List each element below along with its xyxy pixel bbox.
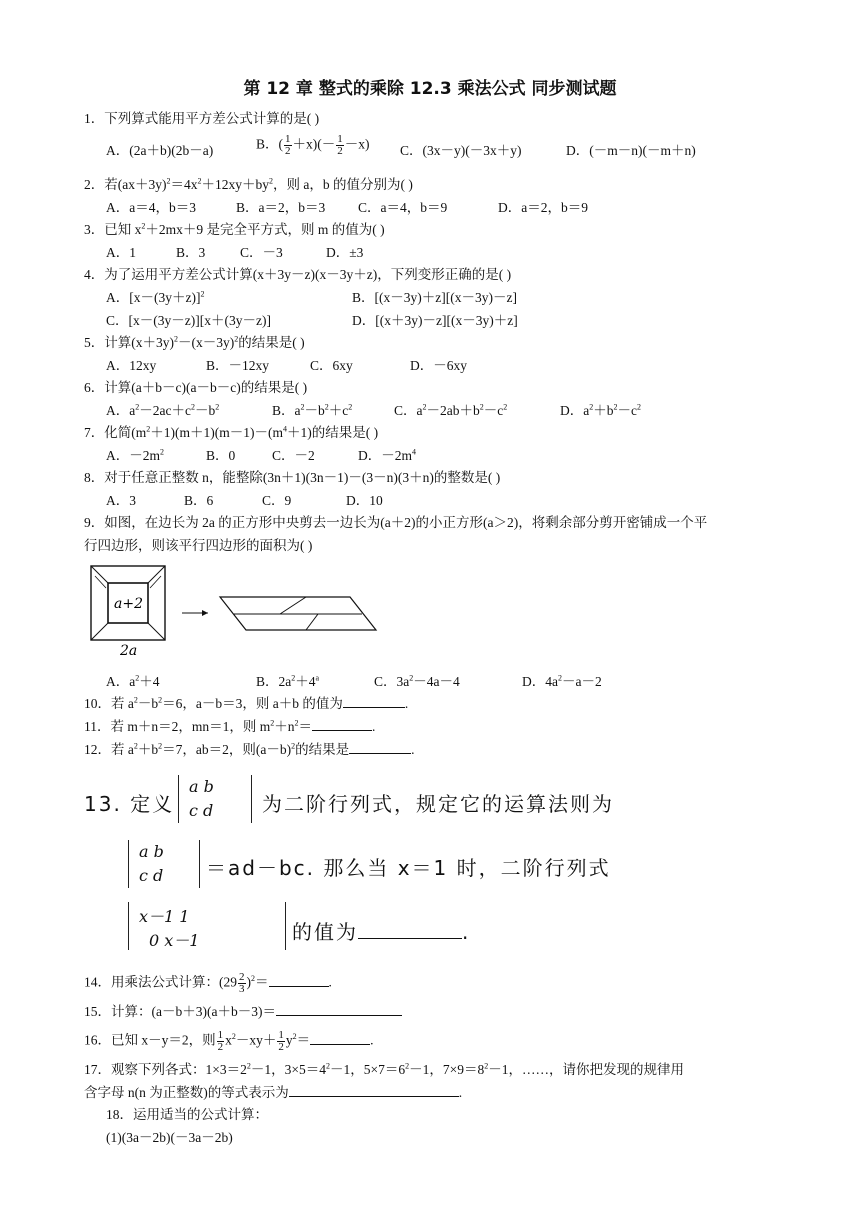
question-3-stem: 3．已知 $x^2+2mx+9$ 是完全平方式，则 m 的值为( ) [84, 221, 385, 237]
question-8-stem: 8．对于任意正整数 n，能整除(3n＋1)(3n－1)－(3－n)(3＋n)的整数是( ) [84, 470, 501, 485]
question-2-stem: 2．若$(ax+3y)^2=4x^2+12xy+by^2$，则 a，b 的值分别为( ) [84, 176, 413, 192]
answer-blank[interactable] [349, 741, 411, 754]
q1-option-c: C．(3x－y)(－3x＋y) [400, 143, 522, 158]
answer-blank[interactable] [276, 1003, 402, 1016]
question-10: 10．若 $a^2-b^2=6$，a－b＝3，则 a＋b 的值为 . [84, 695, 409, 711]
question-16: 16．已知 x－y＝2，则 $\frac{1}{2}$ $x^2-xy+$ $\frac{1}{2}$ $y^2=$ . [84, 1029, 374, 1053]
q7-option-a: A．$-2m^2$ [106, 447, 164, 463]
q13-matrix-x: x－1 1 0 x－1 [128, 902, 286, 950]
question-15: 15．计算：(a－b＋3)(a＋b－3)＝ [84, 1003, 402, 1021]
question-17-line2: 含字母 n(n 为正整数)的等式表示为 . [84, 1085, 463, 1100]
q9-option-b: B．$2a^2+4^a$ [256, 673, 320, 689]
q4-option-a: A．$[x-(3y+z)]^2$ [106, 289, 205, 305]
q1-option-b: B．( $\frac{1}{2}$ ＋x)(－ $\frac{1}{2}$ －x) [256, 133, 370, 157]
q13-matrix-abcd-2: a b c d [128, 840, 200, 888]
q9-option-c: C．$3a^2-4a-4$ [374, 673, 460, 689]
page-title: 第 12 章 整式的乘除 12.3 乘法公式 同步测试题 [243, 79, 617, 99]
q9-option-a: A．$a^2+4$ [106, 673, 160, 689]
answer-blank[interactable] [289, 1084, 459, 1097]
q5-option-b: B．－12xy [206, 358, 270, 373]
q6-option-b: B．$a^2-b^2+c^2$ [272, 402, 353, 418]
q2-option-d: D．a＝2，b＝9 [498, 200, 588, 215]
question-11: 11．若 m＋n＝2，mn＝1，则 $m^2+n^2=$ . [84, 718, 376, 734]
q7-option-b: B．0 [206, 448, 236, 463]
q2-option-a: A．a＝4，b＝3 [106, 200, 196, 215]
q13-matrix-abcd: a b c d [178, 775, 252, 823]
q5-option-c: C．6xy [310, 358, 353, 373]
q3-option-c: C．－3 [240, 245, 283, 260]
question-17-line1: 17．观察下列各式：$1\times 3=2^2-1$，$3\times 5=4^2-1$，$5\times 7=6^2-1$，$7\times 9=8^2-1$，……，请你把发现的规律用 [84, 1061, 684, 1077]
q7-option-d: D．$-2m^4$ [358, 447, 416, 463]
q4-option-c: C．[x－(3y－z)][x＋(3y－z)] [106, 313, 271, 328]
q1-option-d: D．(－m－n)(－m＋n) [566, 143, 696, 158]
q6-option-d: D．$a^2+b^2-c^2$ [560, 402, 641, 418]
q6-option-a: A．$a^2-2ac+c^2-b^2$ [106, 402, 220, 418]
answer-blank[interactable] [358, 920, 462, 939]
question-18-part1: (1)(3a－2b)(－3a－2b) [106, 1130, 233, 1145]
answer-blank[interactable] [269, 974, 329, 987]
q13-line3-text: 的值为 . [292, 920, 471, 944]
q8-option-b: B．6 [184, 493, 214, 508]
answer-blank[interactable] [310, 1032, 370, 1045]
q13-line1-label: 13. 定义 [84, 792, 175, 816]
q1-option-a: A．(2a＋b)(2b－a) [106, 143, 214, 158]
question-9-stem-line1: 9．如图，在边长为 2a 的正方形中央剪去一边长为(a＋2)的小正方形(a＞2)，将剩余部分剪开密铺成一个平 [84, 515, 708, 530]
q9-inner-label: a+2 [114, 596, 143, 612]
question-1-stem: 1．下列算式能用平方差公式计算的是( ) [84, 111, 320, 126]
q5-option-a: A．12xy [106, 358, 157, 373]
q13-line1-text: 为二阶行列式，规定它的运算法则为 [262, 792, 614, 816]
q2-option-c: C．a＝4，b＝9 [358, 200, 448, 215]
answer-blank[interactable] [312, 718, 372, 731]
question-4-stem: 4．为了运用平方差公式计算(x＋3y－z)(x－3y＋z)，下列变形正确的是( ) [84, 267, 512, 282]
question-14: 14．用乘法公式计算：(29 $\frac{2}{3}$ )$^2$＝ . [84, 971, 332, 995]
q9-figure [84, 560, 384, 660]
q9-outer-label: 2a [120, 643, 138, 659]
question-9-stem-line2: 行四边形，则该平行四边形的面积为( ) [84, 538, 313, 553]
q2-option-b: B．a＝2，b＝3 [236, 200, 326, 215]
q4-option-b: B．[(x－3y)＋z][(x－3y)－z] [352, 290, 517, 305]
question-18-stem: 18．运用适当的公式计算： [106, 1107, 268, 1122]
q7-option-c: C．－2 [272, 448, 315, 463]
q5-option-d: D．－6xy [410, 358, 467, 373]
question-6-stem: 6．计算(a＋b－c)(a－b－c)的结果是( ) [84, 380, 308, 395]
q9-option-d: D．$4a^2-a-2$ [522, 673, 602, 689]
q4-option-d: D．[(x＋3y)－z][(x－3y)＋z] [352, 313, 518, 328]
q3-option-a: A．1 [106, 245, 136, 260]
q8-option-d: D．10 [346, 493, 383, 508]
answer-blank[interactable] [343, 695, 405, 708]
question-5-stem: 5．计算$(x+3y)^2-(x-3y)^2$的结果是( ) [84, 334, 305, 350]
question-12: 12．若 $a^2+b^2=7$，ab＝2，则$(a-b)^2$的结果是 . [84, 741, 415, 757]
q6-option-c: C．$a^2-2ab+b^2-c^2$ [394, 402, 508, 418]
q8-option-c: C．9 [262, 493, 292, 508]
question-7-stem: 7．化简$(m^2+1)(m+1)(m-1)-(m^4+1)$的结果是( ) [84, 424, 379, 440]
q13-line2-text: ＝ad－bc. 那么当 x＝1 时，二阶行列式 [206, 856, 611, 880]
q3-option-b: B．3 [176, 245, 206, 260]
q3-option-d: D．±3 [326, 245, 364, 260]
q8-option-a: A．3 [106, 493, 136, 508]
